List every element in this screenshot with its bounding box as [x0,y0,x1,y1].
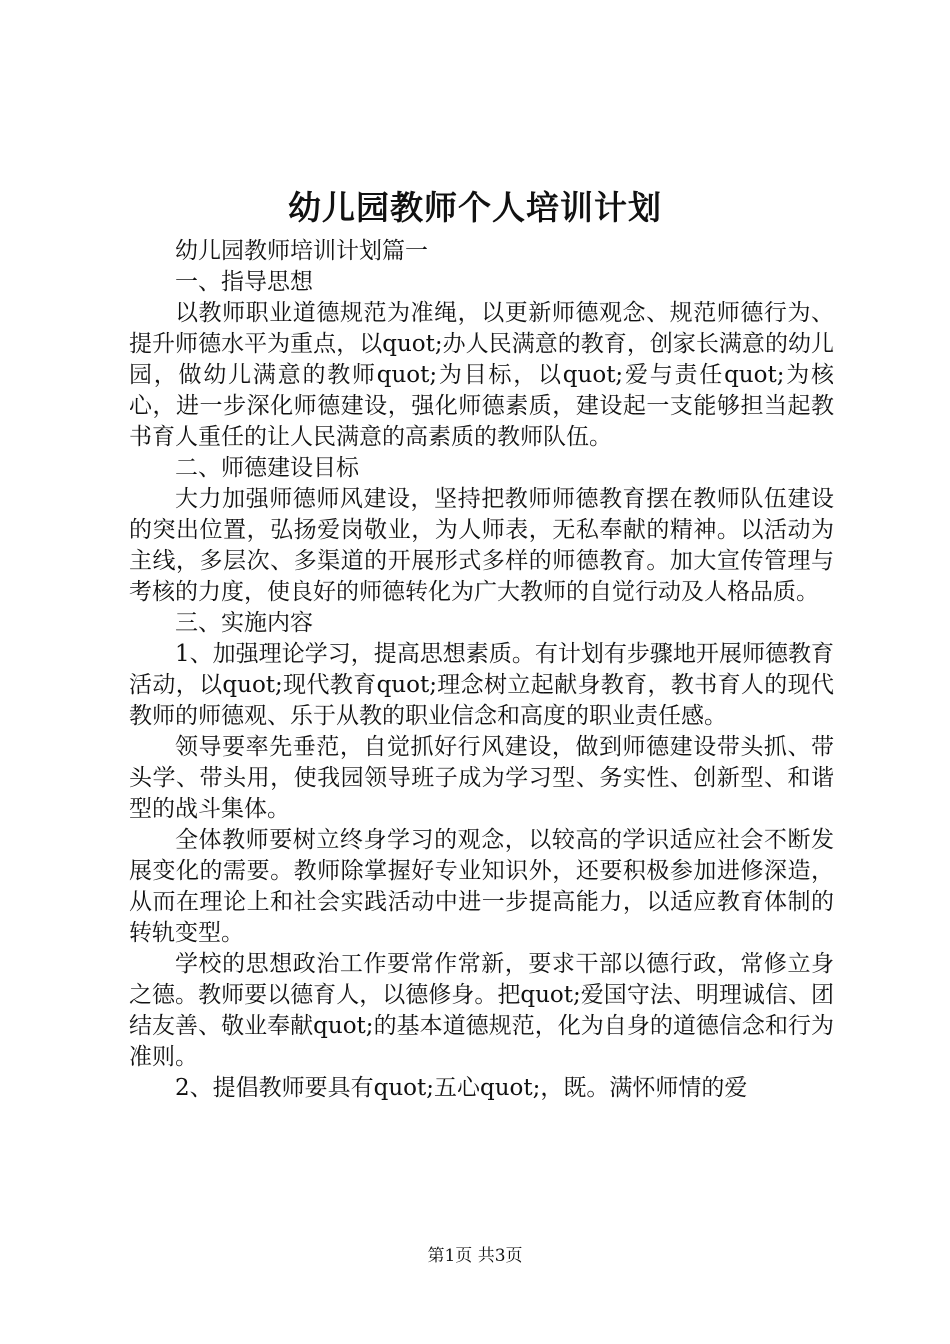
document-body [129,236,834,1104]
page-number-footer: 第1页 共3页 [427,1246,523,1266]
body-paragraph: 2、提倡教师要具有quot;五心quot;，既。满怀师情的爱 [175,1075,748,1101]
body-paragraph: 全体教师要树立终身学习的观念，以较高的学识适应社会不断发展变化的需要。教师除掌握好专业知识外，还要积极参加进修深造，从而在理论上和社会实践活动中进一步提高能力，以适应教育体制的转轨变型。 [129,827,834,946]
body-paragraph: 以教师职业道德规范为准绳，以更新师德观念、规范师德行为、提升师德水平为重点，以quot;办人民满意的教育，创家长满意的幼儿园，做幼儿满意的教师quot;为目标，以quot;爱与责任quot;为核心，进一步深化师德建设，强化师德素质，建设起一支能够担当起教书育人重任的让人民满意的高素质的教师队伍。 [129,300,834,450]
body-paragraph: 大力加强师德师风建设，坚持把教师师德教育摆在教师队伍建设的突出位置，弘扬爱岗敬业，为人师表，无私奉献的精神。以活动为主线，多层次、多渠道的开展形式多样的师德教育。加大宣传管理与考核的力度，使良好的师德转化为广大教师的自觉行动及人格品质。 [129,486,834,605]
subtitle-paragraph: 幼儿园教师培训计划篇一 [175,238,428,264]
section-heading-implementation: 三、实施内容 [175,610,313,636]
body-paragraph: 学校的思想政治工作要常作常新，要求干部以德行政，常修立身之德。教师要以德育人，以德修身。把quot;爱国守法、明理诚信、团结友善、敬业奉献quot;的基本道德规范，化为自身的道德信念和行为准则。 [129,951,834,1070]
document-title: 幼儿园教师个人培训计划 [288,188,662,227]
body-paragraph: 领导要率先垂范，自觉抓好行风建设，做到师德建设带头抓、带头学、带头用，使我园领导班子成为学习型、务实性、创新型、和谐型的战斗集体。 [129,734,834,822]
section-heading-guiding-ideology: 一、指导思想 [175,269,313,295]
body-paragraph: 1、加强理论学习，提高思想素质。有计划有步骤地开展师德教育活动，以quot;现代教育quot;理念树立起献身教育，教书育人的现代教师的师德观、乐于从教的职业信念和高度的职业责任感。 [129,641,834,729]
section-heading-ethics-goals: 二、师德建设目标 [175,455,359,481]
